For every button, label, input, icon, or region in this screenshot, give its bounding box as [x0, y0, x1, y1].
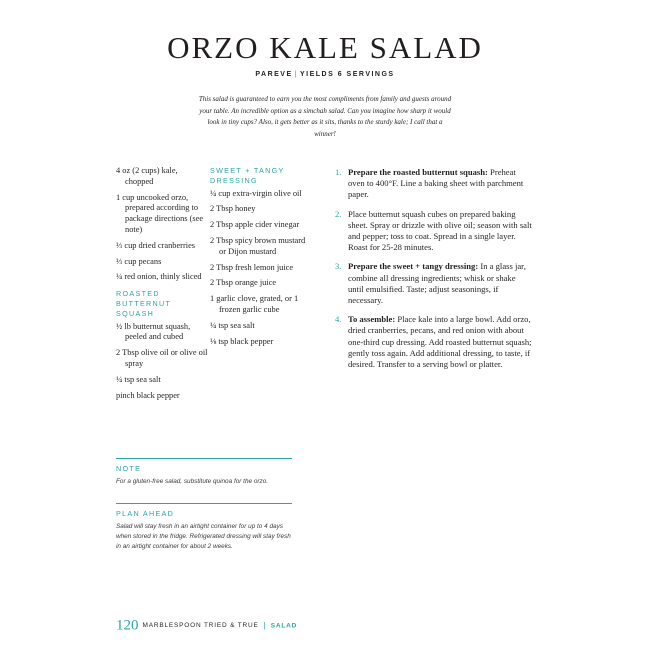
recipe-title: ORZO KALE SALAD — [167, 30, 483, 65]
page-number: 120 — [116, 617, 139, 634]
step-text: Place kale into a large bowl. Add orzo, dried cranberries, pecans, and red onion with about one-third cup dressing. Add roasted butternut squash; gently toss again. Add additional dressing, to taste, if desired. Transfer to a serving bowl or platter. — [348, 314, 532, 370]
ingredient-item: ⅛ tsp black pepper — [210, 336, 274, 346]
direction-step — [335, 167, 533, 201]
step-number: 1. — [335, 167, 342, 177]
pareve-label: PAREVE — [255, 71, 293, 78]
dressing-ingredients-list — [210, 189, 312, 348]
step-number: 4. — [335, 314, 342, 325]
footer-separator: | — [263, 621, 266, 631]
note-box — [116, 458, 292, 487]
direction-step — [335, 314, 533, 370]
recipe-intro: This salad is guaranteed to earn you the most compliments from family and guests around your table. An incredible option as a simchah salad. Can you imagine how sharp it would look in tiny cups? Also, it gets better as it sits, thanks to the sturdy kale; I call that a winner! — [198, 95, 452, 138]
directions-column — [335, 167, 533, 378]
ingredient-item: 1 garlic clove, grated, or 1 frozen garlic cube — [210, 294, 299, 314]
subhead-separator: | — [294, 71, 298, 78]
ingredients-column-1 — [116, 166, 208, 406]
step-number: 3. — [335, 261, 342, 272]
ingredient-item: 2 Tbsp spicy brown mustard or Dijon mustard — [210, 235, 306, 256]
step-text: In a glass jar, combine all dressing ingredients; whisk or shake until emulsified. Taste; adjust seasonings, if necessary. — [348, 261, 526, 306]
main-ingredients-list — [116, 166, 208, 283]
ingredient-item: 2 Tbsp apple cider vinegar — [210, 220, 300, 230]
ingredient-item: ¼ cup extra-virgin olive oil — [210, 188, 302, 198]
book-title: MARBLESPOON TRIED & TRUE — [142, 622, 259, 630]
ingredient-item: 2 Tbsp orange juice — [210, 278, 277, 288]
section-name: SALAD — [270, 622, 298, 630]
plan-ahead-heading: PLAN AHEAD — [116, 509, 175, 518]
note-divider — [116, 458, 292, 459]
ingredient-item: ¼ tsp sea salt — [116, 374, 161, 384]
recipe-subhead — [0, 71, 650, 78]
plan-ahead-divider — [116, 503, 292, 504]
squash-ingredients-list — [116, 322, 208, 402]
dressing-heading: SWEET + TANGY DRESSING — [210, 166, 285, 185]
ingredient-item: ¼ red onion, thinly sliced — [116, 272, 202, 282]
step-title: To assemble: — [348, 314, 396, 325]
step-title: Prepare the sweet + tangy dressing: — [348, 261, 479, 272]
ingredients-column-2 — [210, 166, 312, 352]
ingredient-item: ¼ tsp sea salt — [210, 320, 255, 330]
ingredient-item: ⅓ cup dried cranberries — [116, 240, 196, 250]
ingredient-item: pinch black pepper — [116, 390, 180, 400]
ingredient-item: 2 Tbsp honey — [210, 204, 256, 214]
ingredient-item: 2 Tbsp olive oil or olive oil spray — [116, 348, 208, 368]
ingredient-item: 4 oz (2 cups) kale, chopped — [116, 166, 178, 186]
step-number: 2. — [335, 208, 342, 219]
squash-heading: ROASTED BUTTERNUT SQUASH — [116, 289, 172, 318]
ingredient-item: ⅓ cup pecans — [116, 256, 162, 266]
ingredient-item: ½ lb butternut squash, peeled and cubed — [116, 321, 191, 342]
page-footer — [116, 617, 416, 635]
note-text: For a gluten-free salad, substitute quinoa for the orzo. — [116, 478, 269, 485]
note-heading: NOTE — [116, 464, 142, 473]
step-text: Place butternut squash cubes on prepared baking sheet. Spray or drizzle with olive oil; season with salt and pepper; toss to coat. Spread in a single layer. Roast for 25-28 minutes. — [348, 208, 532, 253]
yield-label: YIELDS 6 SERVINGS — [299, 71, 395, 78]
step-text: Preheat oven to 400°F. Line a baking sheet with parchment paper. — [348, 167, 524, 200]
ingredient-item: 2 Tbsp fresh lemon juice — [210, 262, 294, 272]
direction-step — [335, 209, 533, 254]
plan-ahead-box — [116, 503, 292, 553]
plan-ahead-text: Salad will stay fresh in an airtight container for up to 4 days when stored in the fridge. Refrigerated dressing will stay fresh in an airtight container for about 2 weeks. — [116, 523, 291, 551]
direction-step — [335, 261, 533, 306]
ingredient-item: 1 cup uncooked orzo, prepared according to package directions (see note) — [116, 192, 204, 234]
step-title: Prepare the roasted butternut squash: — [348, 167, 488, 177]
